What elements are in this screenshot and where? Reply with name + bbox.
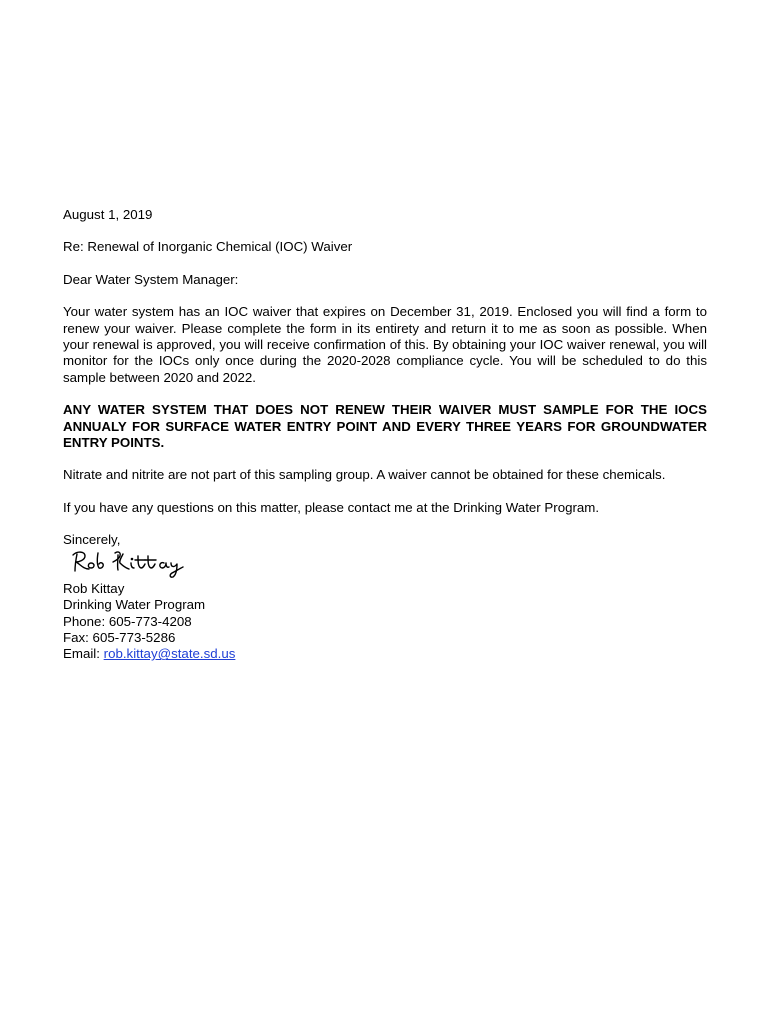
body-paragraph-waiver-info: Your water system has an IOC waiver that expires on December 31, 2019. Enclosed you will find a form to renew your waiver. Please complete the form in its entirety and return it to me as soon as possible. When your renewal is approved, you will receive confirmation of this. By obtaining your IOC waiver renewal, you will monitor for the IOCs only once during the 2020-2028 compliance cycle. You will be scheduled to do this sample between 2020 and 2022. [63, 304, 707, 385]
contact-email-line [63, 646, 707, 662]
body-paragraph-nitrate: Nitrate and nitrite are not part of this sampling group. A waiver cannot be obtained for these chemicals. [63, 467, 666, 483]
letter-closing: Sincerely, [63, 532, 121, 548]
letter-page [63, 207, 707, 663]
contact-fax: Fax: 605-773-5286 [63, 629, 176, 645]
contact-phone: Phone: 605-773-4208 [63, 613, 192, 629]
email-link[interactable]: rob.kittay@state.sd.us [103, 646, 236, 662]
letter-subject: Re: Renewal of Inorganic Chemical (IOC) Waiver [63, 239, 353, 255]
contact-email-label: Email: [63, 646, 104, 662]
letter-salutation: Dear Water System Manager: [63, 271, 239, 287]
signature-image [63, 545, 707, 581]
contact-organization: Drinking Water Program [63, 597, 206, 613]
contact-name: Rob Kittay [63, 580, 125, 596]
letter-date: August 1, 2019 [63, 207, 153, 222]
body-paragraph-contact: If you have any questions on this matter, please contact me at the Drinking Water Program. [63, 499, 600, 515]
body-paragraph-warning: ANY WATER SYSTEM THAT DOES NOT RENEW THEIR WAIVER MUST SAMPLE FOR THE IOCS ANNUALY FOR SURFACE WATER ENTRY POINT AND EVERY THREE YEARS FOR GROUNDWATER ENTRY POINTS. [63, 402, 707, 451]
